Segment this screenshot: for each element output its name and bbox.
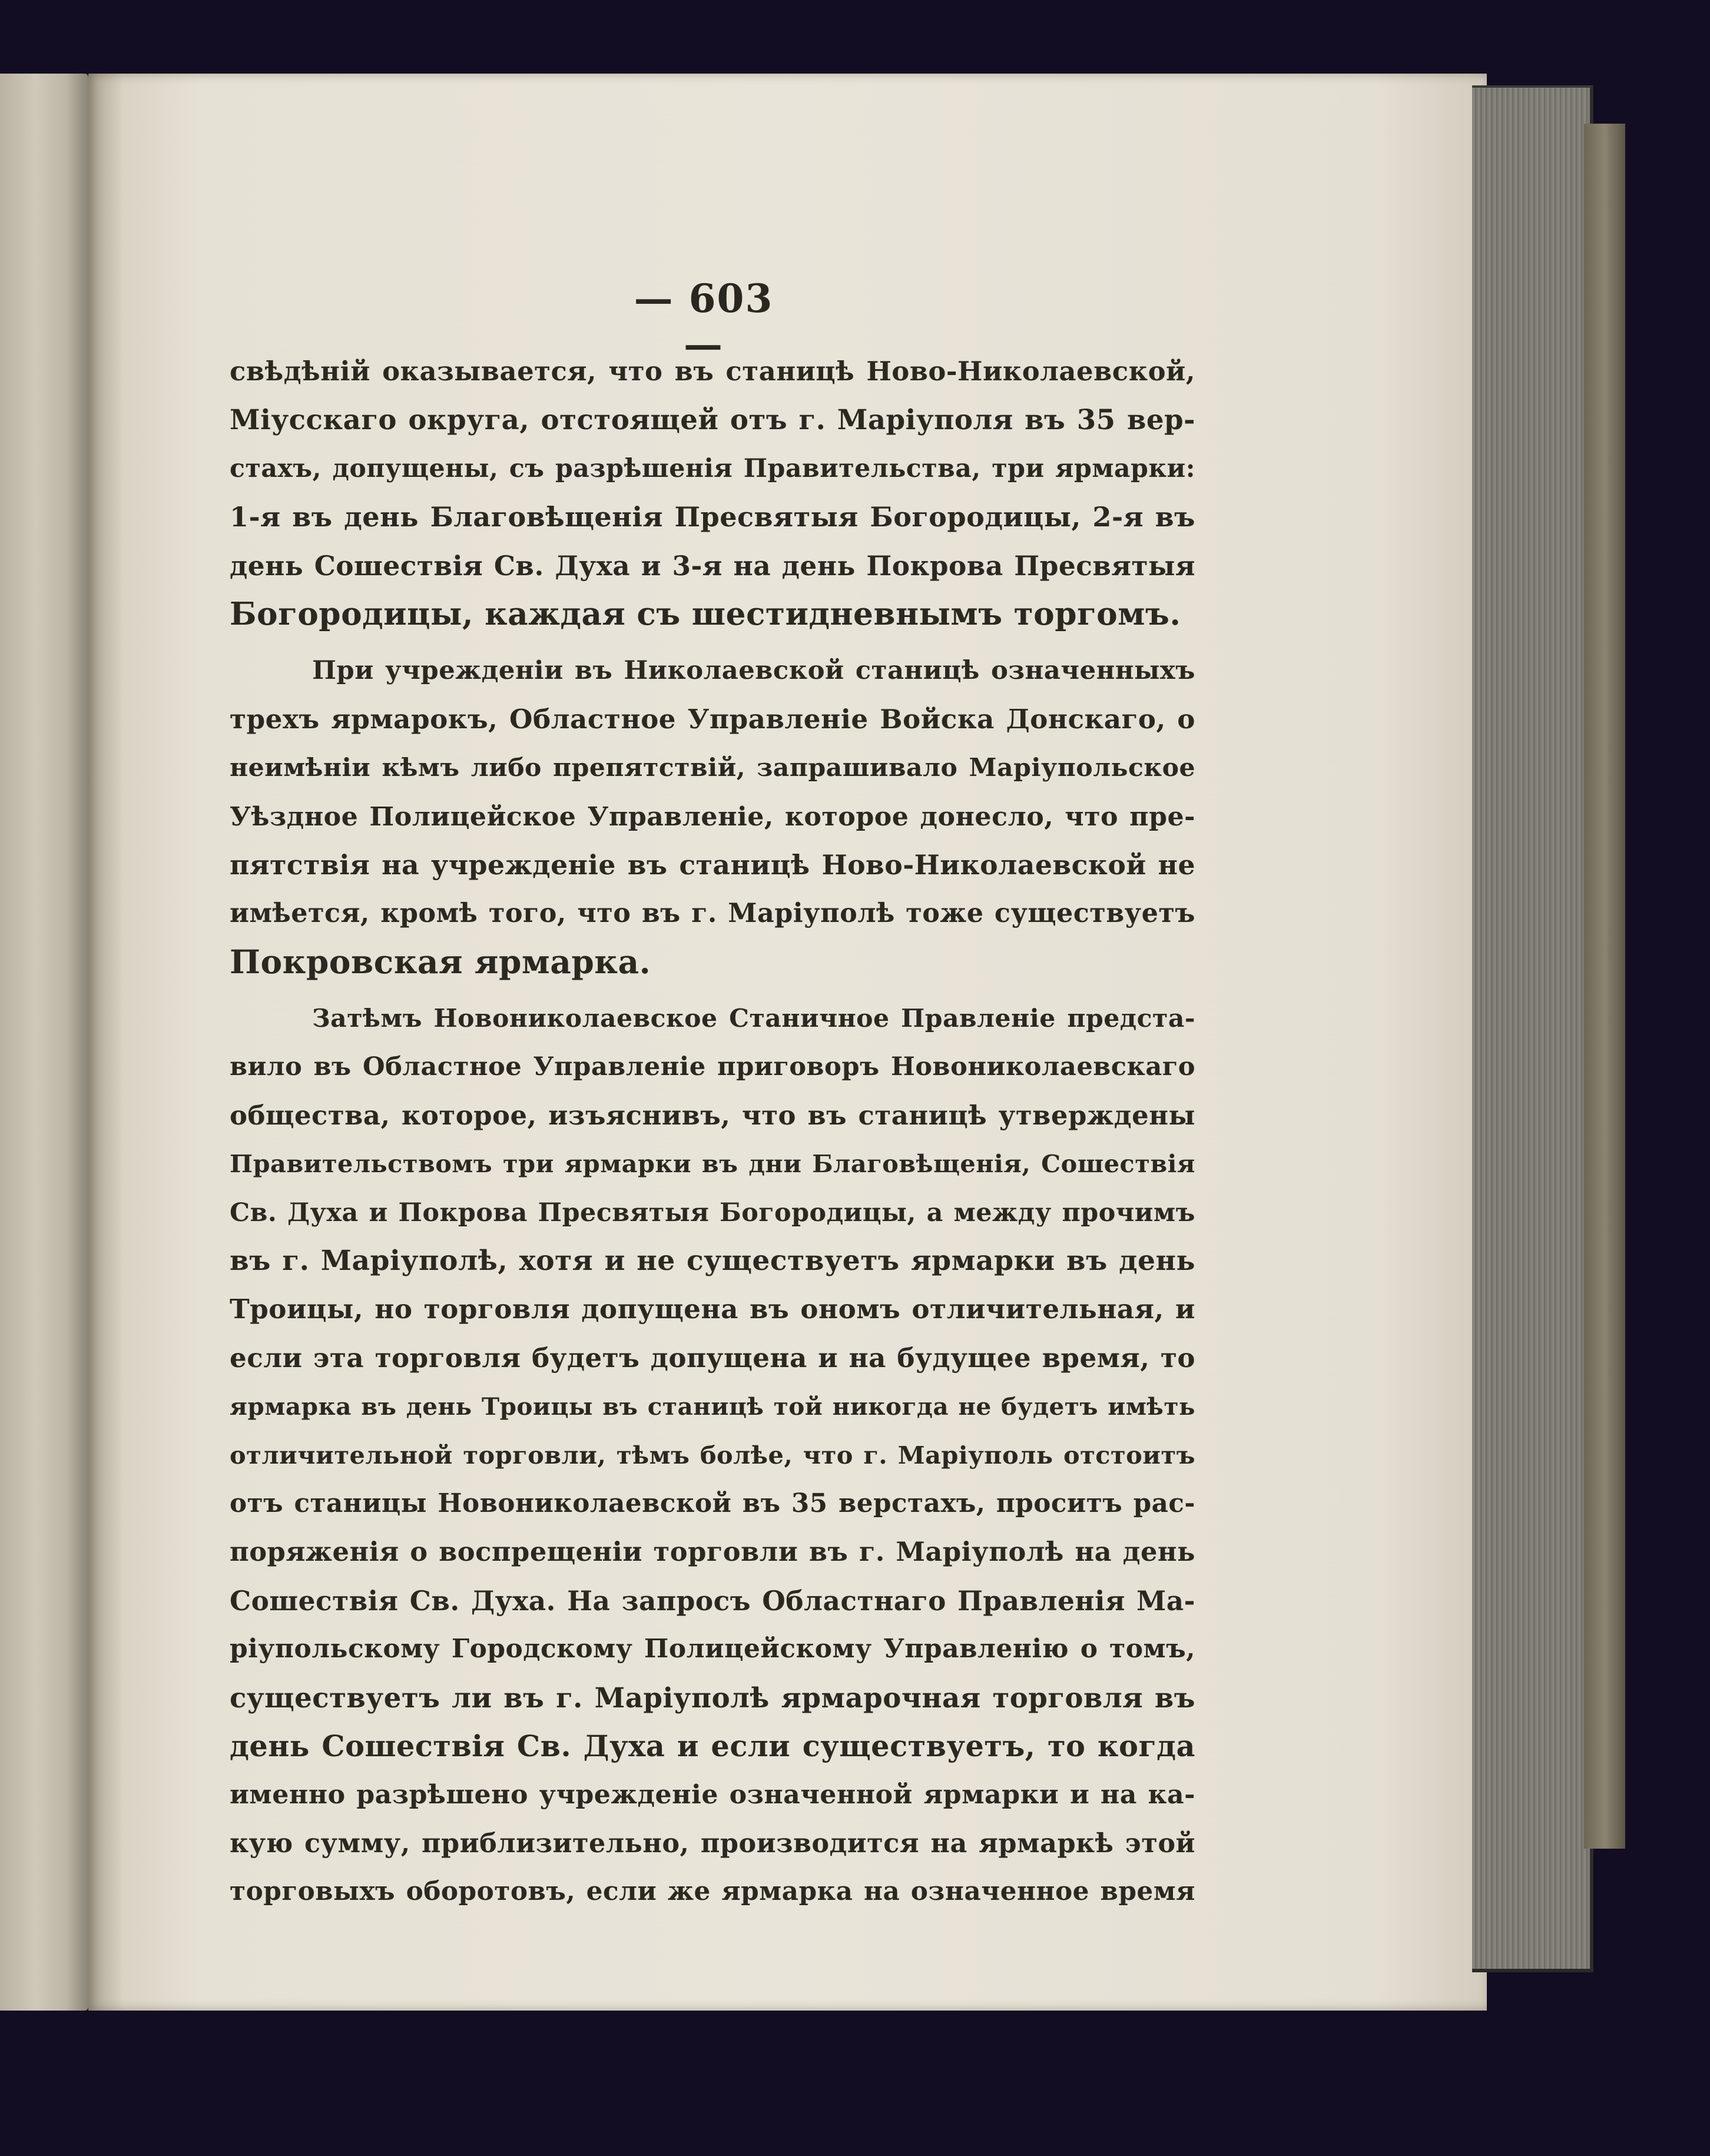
text-line: общества, которое, изъяснивъ, что въ станицѣ утверждены xyxy=(230,1099,1195,1131)
text-line: 1-я въ день Благовѣщенія Пресвятыя Богородицы, 2-я въ xyxy=(230,501,1195,533)
page-stack-edge xyxy=(1472,85,1593,1972)
text-line: пятствія на учрежденіе въ станицѣ Ново-Николаевской не xyxy=(230,848,1195,881)
text-line: кую сумму, приблизительно, производится на ярмаркѣ этой xyxy=(230,1827,1195,1859)
previous-page-edge xyxy=(0,74,88,2011)
text-line: имѣется, кромѣ того, что въ г. Маріуполѣ тоже существуетъ xyxy=(230,898,1195,929)
text-line: торговыхъ оборотовъ, если же ярмарка на означенное время xyxy=(230,1876,1195,1907)
page-text xyxy=(230,347,1195,1916)
paragraph-first-line: Затѣмъ Новониколаевское Станичное Правленіе предста- xyxy=(312,1004,1195,1034)
text-line: стахъ, допущены, съ разрѣшенія Правительства, три ярмарки: xyxy=(230,453,1195,483)
text-line: если эта торговля будетъ допущена и на будущее время, то xyxy=(230,1342,1195,1374)
text-line: именно разрѣшено учрежденіе означенной ярмарки и на ка- xyxy=(230,1779,1195,1810)
text-line: ріупольскому Городскому Полицейскому Управленію о томъ, xyxy=(230,1634,1195,1664)
text-line: Богородицы, каждая съ шестидневнымъ торгомъ. xyxy=(230,595,1181,632)
text-line: отличительной торговли, тѣмъ болѣе, что г. Маріуполь отстоитъ xyxy=(230,1440,1195,1470)
text-line: свѣдѣній оказывается, что въ станицѣ Ново-Николаевской, xyxy=(230,356,1195,387)
text-line: день Сошествія Св. Духа и если существуетъ, то когда xyxy=(230,1729,1195,1763)
paragraph-first-line: При учрежденіи въ Николаевской станицѣ означенныхъ xyxy=(312,655,1195,686)
text-line: Св. Духа и Покрова Пресвятыя Богородицы, а между прочимъ xyxy=(230,1198,1195,1228)
text-line: Сошествія Св. Духа. На запросъ Областнаго Правленія Ма- xyxy=(230,1584,1195,1617)
text-line: Уѣздное Полицейское Управленіе, которое донесло, что пре- xyxy=(230,801,1195,832)
page-number: — 603 — xyxy=(634,276,774,367)
text-line: неимѣніи кѣмъ либо препятствій, запрашивало Маріупольское xyxy=(230,753,1195,783)
text-line: поряженія о воспрещеніи торговли въ г. Маріуполѣ на день xyxy=(230,1536,1195,1568)
text-line: Покровская ярмарка. xyxy=(230,942,651,981)
text-line: трехъ ярмарокъ, Областное Управленіе Войска Донскаго, о xyxy=(230,703,1195,735)
text-line: Троицы, но торговля допущена въ ономъ отличительная, и xyxy=(230,1293,1195,1325)
text-line: Міусскаго округа, отстоящей отъ г. Маріуполя въ 35 вер- xyxy=(230,403,1195,436)
text-line: существуетъ ли въ г. Маріуполѣ ярмарочная торговля въ xyxy=(230,1681,1195,1714)
text-line: въ г. Маріуполѣ, хотя и не существуетъ ярмарки въ день xyxy=(230,1245,1195,1278)
text-line: ярмарка въ день Троицы въ станицѣ той никогда не будетъ имѣть xyxy=(230,1392,1195,1421)
text-line: отъ станицы Новониколаевской въ 35 верстахъ, проситъ рас- xyxy=(230,1488,1195,1518)
text-line: Правительствомъ три ярмарки въ дни Благовѣщенія, Сошествія xyxy=(230,1149,1195,1179)
text-line: день Сошествія Св. Духа и 3-я на день Покрова Пресвятыя xyxy=(230,549,1195,582)
book-cover-edge xyxy=(1584,124,1625,1849)
text-line: вило въ Областное Управленіе приговоръ Новониколаевскаго xyxy=(230,1052,1195,1082)
